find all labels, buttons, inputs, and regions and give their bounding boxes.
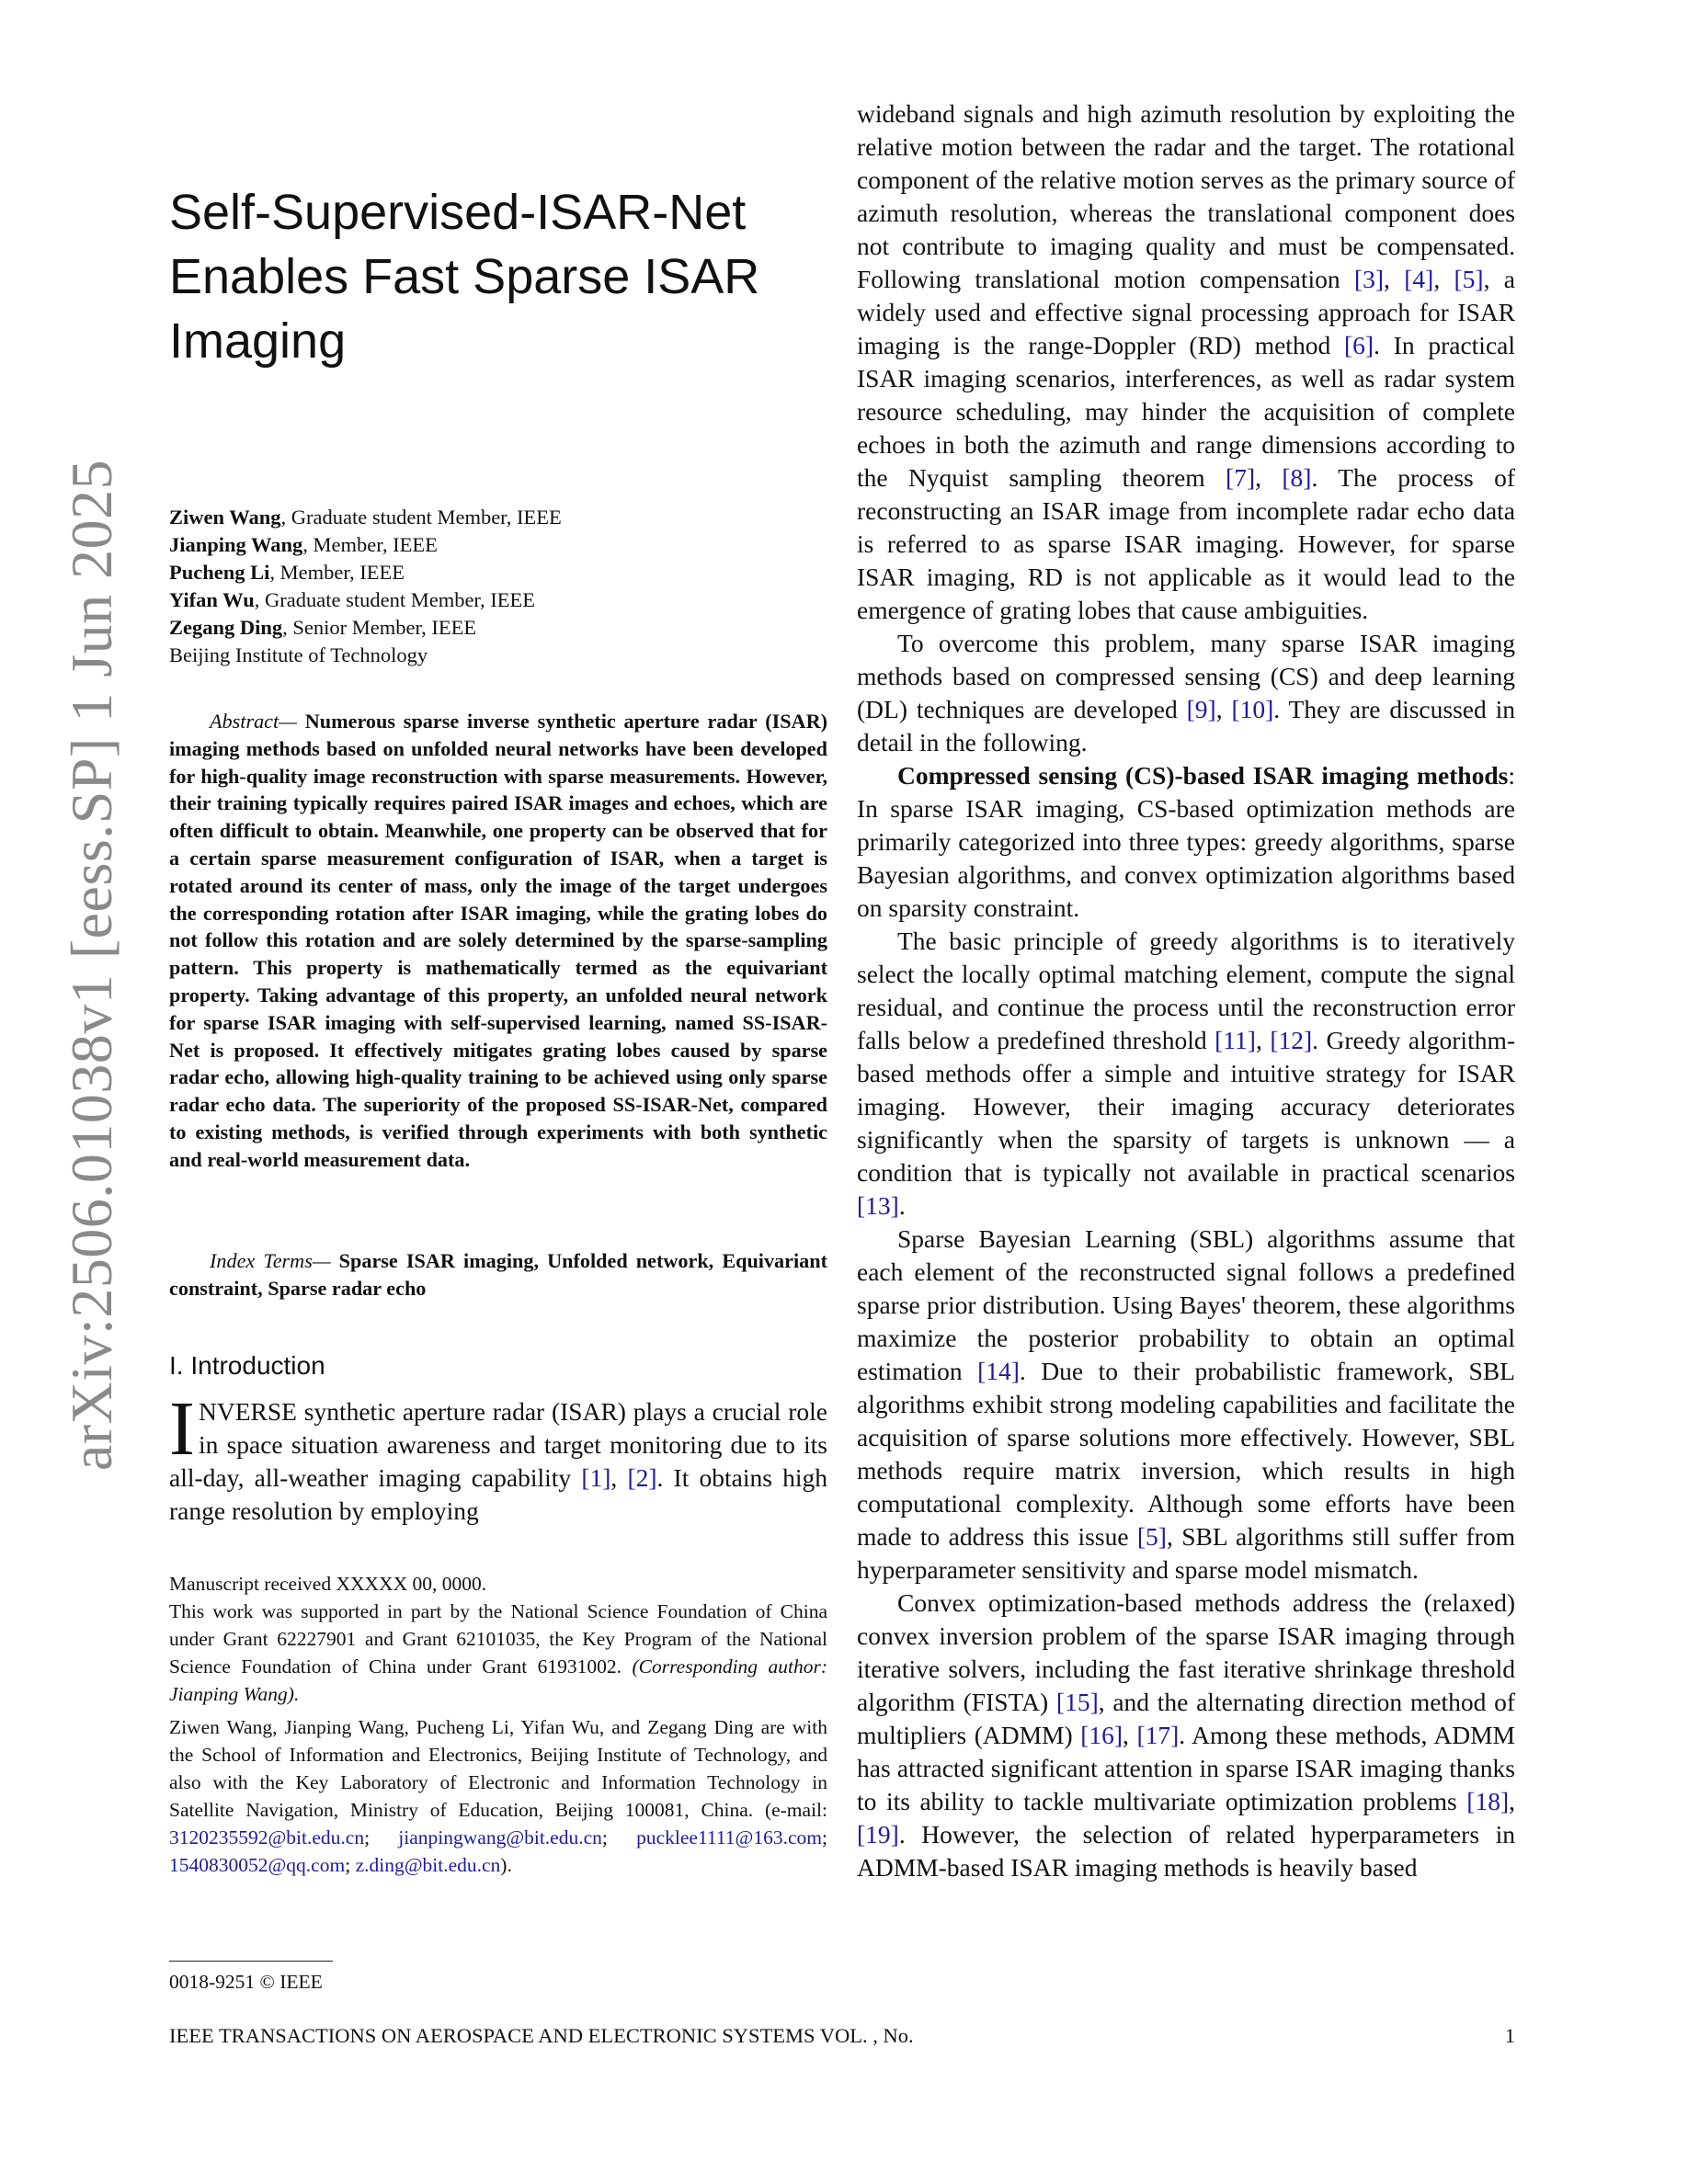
citation-link[interactable]: [4] xyxy=(1404,265,1434,293)
paragraph: The basic principle of greedy algorithms is to iteratively select the locally optimal matching element, compute the signal residual, and continue the process until the reconstruction error falls below a predefined threshold [11], [12]. Greedy algorithm-based methods offer a simple and intuitive strategy for ISAR imaging. However, their imaging accuracy deteriorates significantly when the sparsity of targets is unknown — a condition that is typically not available in practical scenarios [13]. xyxy=(857,927,1516,1220)
author-name: Pucheng Li xyxy=(169,561,270,584)
email-link[interactable]: z.ding@bit.edu.cn xyxy=(355,1854,501,1876)
copyright: 0018-9251 © IEEE xyxy=(169,1971,323,1993)
citation-link[interactable]: [14] xyxy=(977,1357,1020,1385)
abstract-text: Numerous sparse inverse synthetic aperture radar (ISAR) imaging methods based on unfolded neural networks have been developed for high-quality image reconstruction with sparse measurements. However, their training typically requires paired ISAR images and echoes, which are often difficult to obtain. Meanwhile, one property can be observed that for a certain sparse measurement configuration of ISAR, when a target is rotated around its center of mass, only the image of the target undergoes the corresponding rotation after ISAR imaging, while the grating lobes do not follow this rotation and are solely determined by the sparse-sampling pattern. This property is mathematically termed as the equivariant property. Taking advantage of this property, an unfolded neural network for sparse ISAR imaging with self-supervised learning, named SS-ISAR-Net is proposed. It effectively mitigates grating lobes caused by sparse radar echo, allowing high-quality training to be achieved using only sparse radar echo data. The superiority of the proposed SS-ISAR-Net, compared to existing methods, is verified through experiments with both synthetic and real-world measurement data. xyxy=(169,710,827,1171)
paragraph: wideband signals and high azimuth resolution by exploiting the relative motion between the radar and the target. The rotational component of the relative motion serves as the primary source of azimuth resolution, whereas the translational component does not contribute to imaging quality and must be compensated. Following translational motion compensation [3], [4], [5], a widely used and effective signal processing approach for ISAR imaging is the range-Doppler (RD) method [6]. In practical ISAR imaging scenarios, interferences, as well as radar system resource scheduling, may hinder the acquisition of complete echoes in both the azimuth and range dimensions according to the Nyquist sampling theorem [7], [8]. The process of reconstructing an ISAR image from incomplete radar echo data is referred to as sparse ISAR imaging. However, for sparse ISAR imaging, RD is not applicable as it would lead to the emergence of grating lobes that cause ambiguities. xyxy=(857,99,1516,624)
author-role: , Member, IEEE xyxy=(269,561,405,584)
separator: ; xyxy=(601,1826,637,1848)
paper-title xyxy=(169,180,827,373)
author-entry xyxy=(169,531,827,559)
intro-text: . It obtains high range resolution by employing xyxy=(169,1463,827,1525)
author-role: , Graduate student Member, IEEE xyxy=(254,588,535,611)
right-column xyxy=(857,97,1515,1884)
citation-link[interactable]: [2] xyxy=(627,1463,657,1492)
affiliation-end: ). xyxy=(500,1854,512,1876)
citation-link[interactable]: [19] xyxy=(857,1820,899,1848)
title-line: Enables Fast Sparse ISAR xyxy=(169,249,760,304)
email-link[interactable]: 1540830052@qq.com xyxy=(169,1854,346,1876)
author-name: Yifan Wu xyxy=(169,588,255,611)
author-entry xyxy=(169,504,827,531)
separator: ; xyxy=(364,1826,399,1848)
arxiv-id: arXiv:2506.01038v1 [eess.SP] 1 Jun 2025 xyxy=(59,459,124,1472)
author-name: Ziwen Wang xyxy=(169,506,281,529)
paragraph: To overcome this problem, many sparse ISAR imaging methods based on compressed sensing (CS) and deep learning (DL) techniques are developed [9], [10]. They are discussed in detail in the following. xyxy=(857,629,1516,756)
index-terms xyxy=(169,1247,827,1302)
index-terms-label: Index Terms— xyxy=(210,1249,331,1272)
footnote-rule xyxy=(169,1961,333,1962)
intro-paragraph xyxy=(169,1386,827,1528)
citation-link[interactable]: [1] xyxy=(581,1463,611,1492)
title-line: Self-Supervised-ISAR-Net xyxy=(169,185,747,240)
paragraph-body: : In sparse ISAR imaging, CS-based optimization methods are primarily categorized into three types: greedy algorithms, sparse Bayesian algorithms, and convex optimization algorithms based on sparsity constraint. xyxy=(857,761,1515,922)
page-number: 1 xyxy=(1504,2024,1515,2047)
paragraph-lead: Compressed sensing (CS)-based ISAR imaging methods xyxy=(897,761,1509,790)
separator: ; xyxy=(822,1826,827,1848)
paragraph: Convex optimization-based methods address the (relaxed) convex inversion problem of the sparse ISAR imaging through iterative solvers, including the fast iterative shrinkage threshold algorithm (FISTA) [15], and the alternating direction method of multipliers (ADMM) [16], [17]. Among these methods, ADMM has attracted significant attention in sparse ISAR imaging thanks to its ability to tackle multivariate optimization problems [18], [19]. However, the selection of related hyperparameters in ADMM-based ISAR imaging methods is heavily based xyxy=(857,1588,1515,1882)
citation-link[interactable]: [7] xyxy=(1226,463,1256,492)
author-name: Jianping Wang xyxy=(169,533,303,556)
footnote-affiliation xyxy=(169,1713,827,1879)
email-link[interactable]: jianpingwang@bit.edu.cn xyxy=(398,1826,602,1848)
support-text: This work was supported in part by the National Science Foundation of China under Grant 62227901 and Grant 62101035, the Key Program of the National Science Foundation of China under Grant 61931002. xyxy=(169,1600,827,1678)
citation-link[interactable]: [3] xyxy=(1353,265,1385,293)
paragraph xyxy=(857,759,1515,925)
author-entry xyxy=(169,614,827,642)
citation-link[interactable]: [11] xyxy=(1215,1026,1256,1054)
citation-link[interactable]: [16] xyxy=(1080,1721,1123,1749)
author-role: , Graduate student Member, IEEE xyxy=(280,506,562,529)
author-entry xyxy=(169,586,827,614)
separator: , xyxy=(610,1463,628,1492)
citation-link[interactable]: [15] xyxy=(1055,1688,1099,1716)
drop-cap: I xyxy=(169,1386,195,1472)
abstract xyxy=(169,708,827,1174)
footnotes xyxy=(169,1570,827,1884)
citation-link[interactable]: [13] xyxy=(857,1191,899,1220)
citation-link[interactable]: [9] xyxy=(1186,695,1216,723)
author-entry xyxy=(169,559,827,586)
email-link[interactable]: 3120235592@bit.edu.cn xyxy=(169,1826,365,1848)
received-text: Manuscript received XXXXX 00, 0000. xyxy=(169,1573,487,1595)
citation-link[interactable]: [17] xyxy=(1136,1721,1180,1749)
section-heading: I. Introduction xyxy=(169,1351,325,1380)
index-terms-text: Sparse ISAR imaging, Unfolded network, Equivariant constraint, Sparse radar echo xyxy=(169,1249,827,1300)
citation-link[interactable]: [12] xyxy=(1270,1026,1313,1054)
title-line: Imaging xyxy=(169,313,347,369)
citation-link[interactable]: [18] xyxy=(1466,1787,1510,1815)
citation-link[interactable]: [10] xyxy=(1231,695,1274,723)
journal-name: IEEE TRANSACTIONS ON AEROSPACE AND ELECTRONIC SYSTEMS VOL. , No. xyxy=(169,2024,914,2047)
author-role: , Member, IEEE xyxy=(302,533,438,556)
separator: ; xyxy=(345,1854,356,1876)
email-link[interactable]: pucklee1111@163.com xyxy=(636,1826,822,1848)
affiliation-text: Ziwen Wang, Jianping Wang, Pucheng Li, Yifan Wu, and Zegang Ding are with the School of Information and Electronics, Beijing Institute of Technology, and also with the Key Laboratory of Electronic and Information Technology in Satellite Navigation, Ministry of Education, Beijing 100081, China. (e-mail: xyxy=(169,1716,827,1821)
abstract-label: Abstract— xyxy=(210,710,297,733)
citation-link[interactable]: [5] xyxy=(1454,265,1484,293)
footnote-received xyxy=(169,1570,827,1708)
paragraph: Sparse Bayesian Learning (SBL) algorithms assume that each element of the reconstructed signal follows a predefined sparse prior distribution. Using Bayes' theorem, these algorithms maximize the posterior probability to obtain an optimal estimation [14]. Due to their probabilistic framework, SBL algorithms exhibit strong modeling capabilities and facilitate the acquisition of sparse solutions more effectively. However, SBL methods require matrix inversion, which results in high computational complexity. Although some efforts have been made to address this issue [5], SBL algorithms still suffer from hyperparameter sensitivity and sparse model mismatch. xyxy=(857,1224,1515,1584)
citation-link[interactable]: [5] xyxy=(1136,1522,1167,1551)
intro-text: NVERSE synthetic aperture radar (ISAR) plays a crucial role in space situation awareness and target monitoring due to its all-day, all-weather imaging capability xyxy=(169,1397,827,1492)
author-list xyxy=(169,504,827,669)
corresponding-author: (Corresponding author: Jianping Wang). xyxy=(169,1655,827,1705)
citation-link[interactable]: [8] xyxy=(1282,463,1312,492)
author-role: , Senior Member, IEEE xyxy=(282,616,477,639)
author-name: Zegang Ding xyxy=(169,616,283,639)
affiliation: Beijing Institute of Technology xyxy=(169,643,428,666)
citation-link[interactable]: [6] xyxy=(1343,331,1374,359)
